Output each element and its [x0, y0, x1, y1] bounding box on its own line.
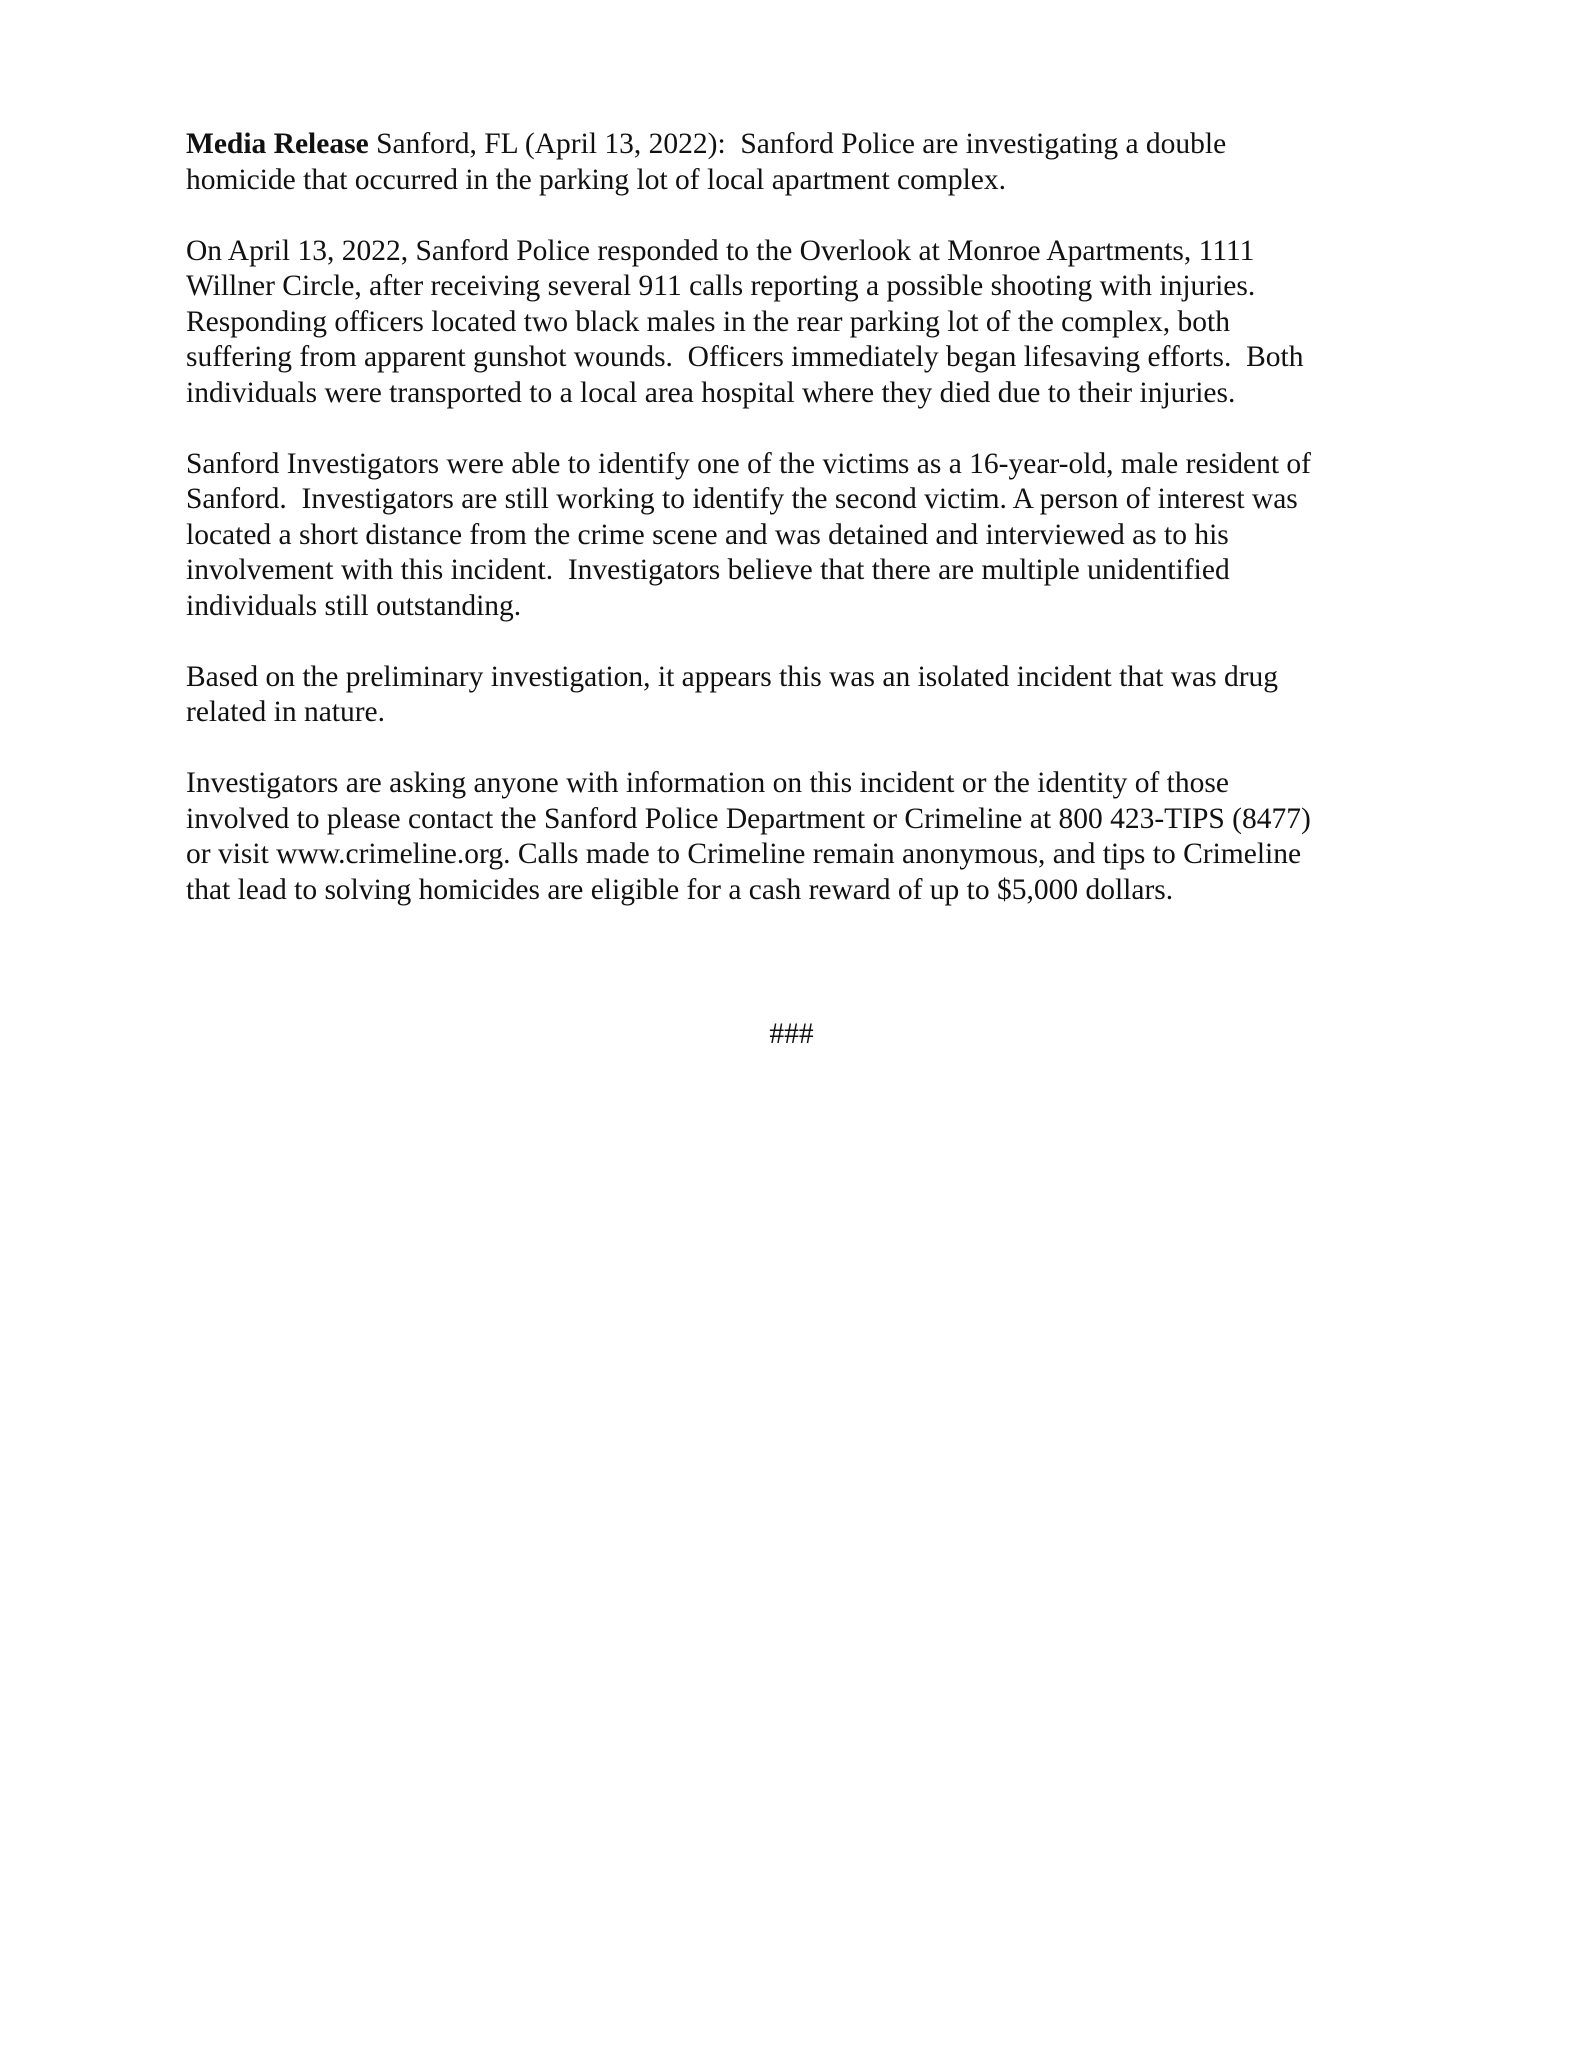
text-line: Investigators are asking anyone with information on this incident or the identity of those — [186, 767, 1229, 799]
text-line: Willner Circle, after receiving several 911 calls reporting a possible shooting with injuries. — [186, 270, 1256, 302]
text-line — [186, 127, 1396, 163]
text-line: related in nature. — [186, 696, 386, 728]
text-line: Responding officers located two black males in the rear parking lot of the complex, both — [186, 305, 1230, 338]
paragraph-investigation — [186, 447, 1396, 625]
paragraph-preliminary — [186, 660, 1396, 731]
intro-text: Sanford, FL (April 13, 2022): Sanford Police are investigating a double — [368, 128, 1227, 160]
text-line: On April 13, 2022, Sanford Police responded to the Overlook at Monroe Apartments, 1111 — [186, 234, 1255, 267]
text-line: suffering from apparent gunshot wounds. Officers immediately began lifesaving efforts. Both — [186, 341, 1304, 373]
text-line: Based on the preliminary investigation, it appears this was an isolated incident that was drug — [186, 660, 1279, 693]
text-line: or visit www.crimeline.org. Calls made to Crimeline remain anonymous, and tips to Crimeline — [186, 838, 1302, 870]
paragraph-incident — [186, 234, 1396, 412]
text-line: that lead to solving homicides are eligible for a cash reward of up to $5,000 dollars. — [186, 873, 1174, 906]
text-line: involvement with this incident. Investigators believe that there are multiple unidentified — [186, 554, 1230, 586]
text-line: Sanford. Investigators are still working to identify the second victim. A person of interest was — [186, 483, 1298, 515]
text-line: individuals were transported to a local area hospital where they died due to their injuries. — [186, 376, 1236, 409]
text-line: Sanford Investigators were able to identify one of the victims as a 16-year-old, male resident of — [186, 447, 1311, 480]
paragraph-intro — [186, 127, 1396, 198]
text-line: individuals still outstanding. — [186, 589, 522, 622]
text-line: located a short distance from the crime scene and was detained and interviewed as to his — [186, 518, 1229, 551]
media-release-label: Media Release — [186, 128, 369, 160]
text-line: involved to please contact the Sanford Police Department or Crimeline at 800 423-TIPS (8477) — [186, 802, 1311, 835]
media-release-body — [186, 127, 1396, 944]
text-line: homicide that occurred in the parking lot of local apartment complex. — [186, 163, 1006, 196]
end-of-release-mark: ### — [769, 1018, 814, 1050]
paragraph-contact — [186, 766, 1396, 908]
